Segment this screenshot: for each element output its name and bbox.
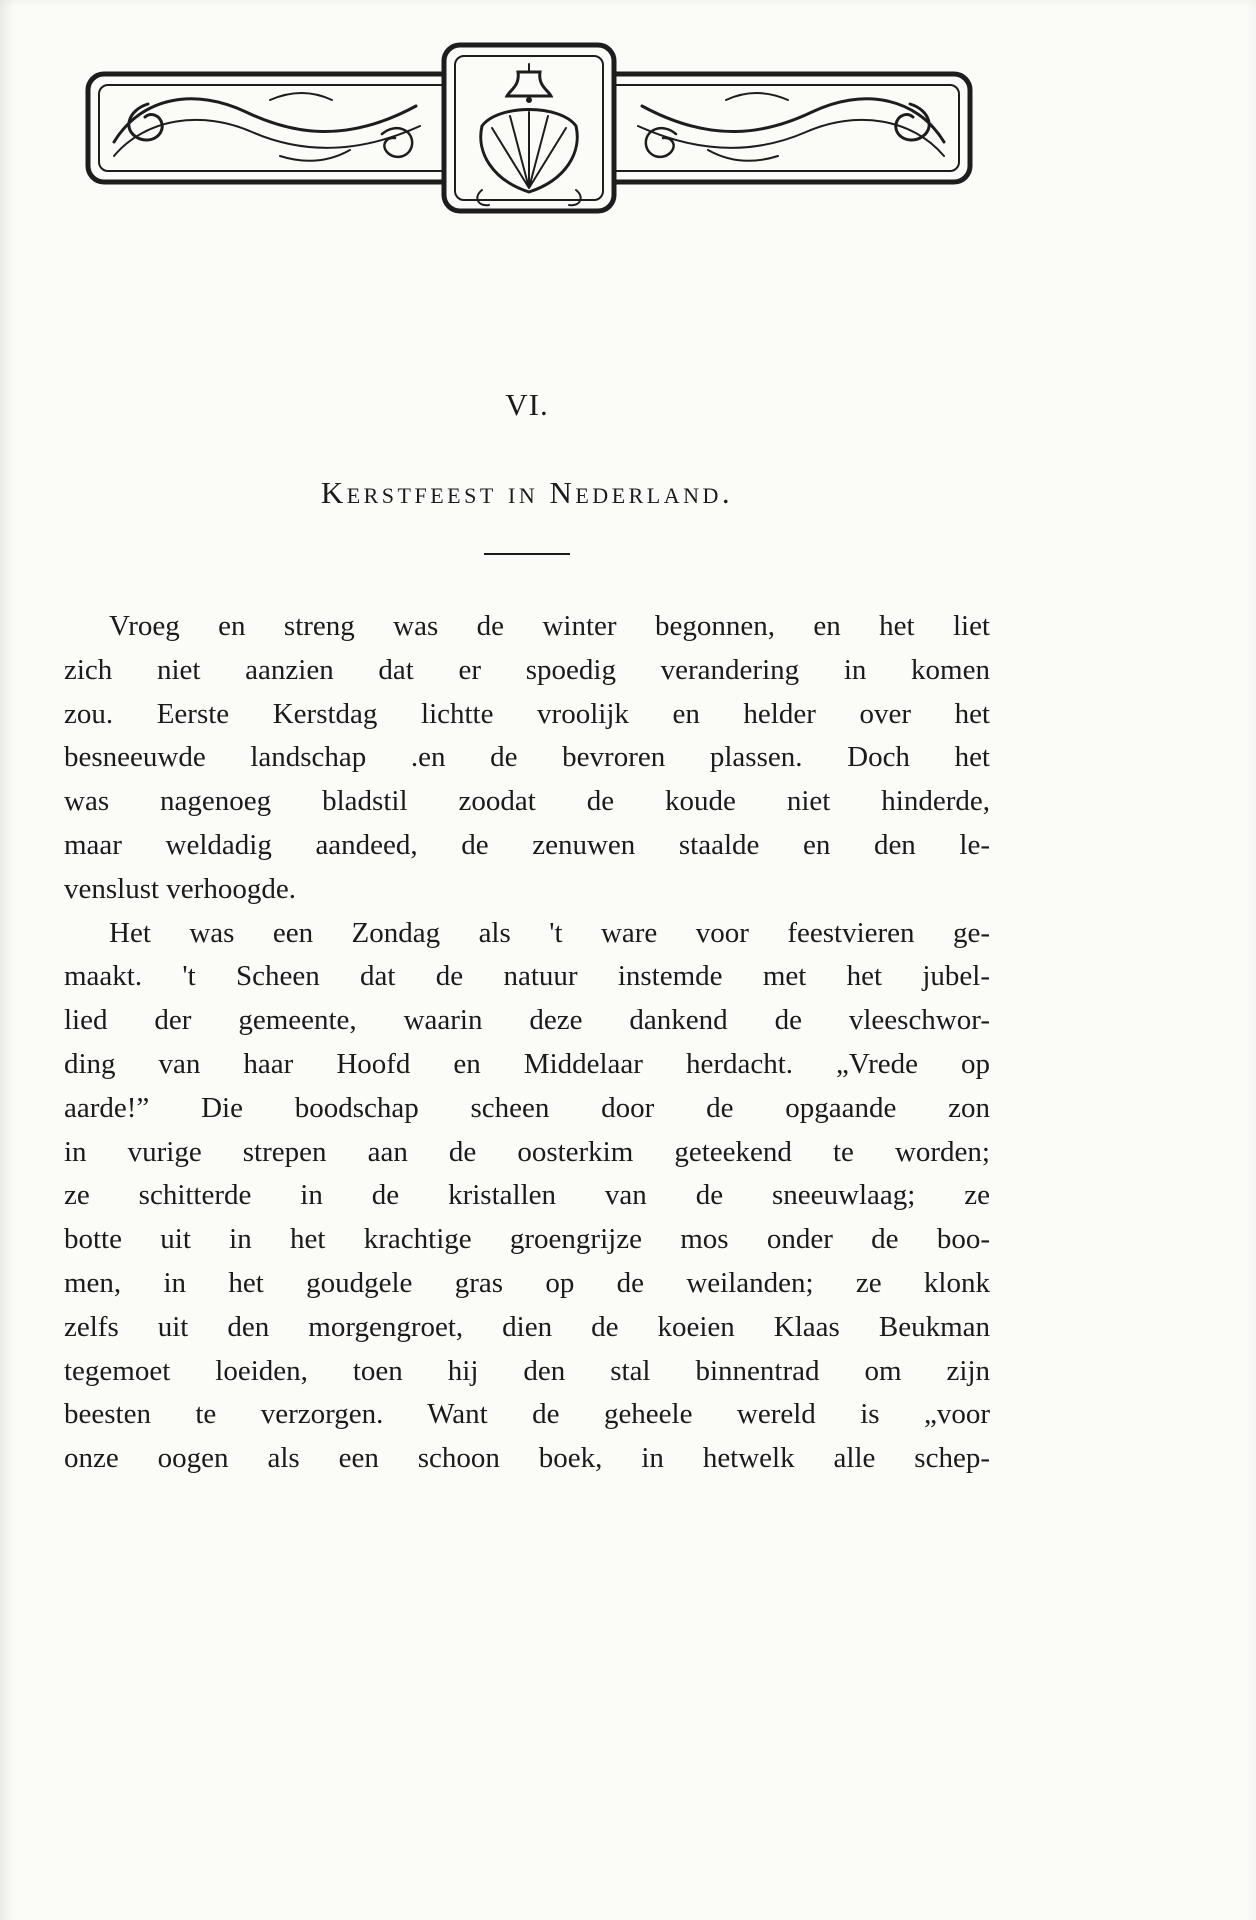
text-line: was nagenoeg bladstil zoodat de koude niet hinderde, (64, 785, 990, 818)
text-line: in vurige strepen aan de oosterkim geteekend te worden; (64, 1135, 990, 1168)
text-column (64, 387, 990, 1481)
text-line: zich niet aanzien dat er spoedig verandering in komen (64, 653, 990, 686)
text-line: Vroeg en streng was de winter begonnen, en het liet (109, 610, 990, 642)
text-line: beesten te verzorgen. Want de geheele wereld is „voor (64, 1398, 990, 1431)
paragraph (64, 605, 990, 912)
text-line: men, in het goudgele gras op de weilanden; ze klonk (64, 1266, 990, 1299)
header-ornament (84, 42, 974, 219)
title-divider (484, 553, 570, 555)
text-line: maakt. 't Scheen dat de natuur instemde met het jubel- (64, 960, 990, 993)
text-line: ding van haar Hoofd en Middelaar herdacht. „Vrede op (64, 1047, 990, 1080)
chapter-title: Kerstfeest in Nederland. (320, 475, 734, 510)
text-line: ze schitterde in de kristallen van de sneeuwlaag; ze (64, 1179, 990, 1212)
text-line: zelfs uit den morgengroet, dien de koeien Klaas Beukman (64, 1310, 990, 1343)
body-text (64, 605, 990, 1481)
text-line: zou. Eerste Kerstdag lichtte vroolijk en helder over het (64, 697, 990, 730)
art-nouveau-banner-icon (84, 42, 974, 214)
text-line: maar weldadig aandeed, de zenuwen staalde en den le- (64, 828, 990, 861)
text-line: besneeuwde landschap .en de bevroren plassen. Doch het (64, 741, 990, 774)
paragraph (64, 912, 990, 1481)
text-line: lied der gemeente, waarin deze dankend de vleeschwor- (64, 1004, 990, 1037)
text-line: venslust verhoogde. (64, 872, 296, 905)
text-line: Het was een Zondag als 't ware voor feestvieren ge- (109, 916, 990, 949)
text-line: onze oogen als een schoon boek, in hetwelk alle schep- (64, 1442, 990, 1475)
text-line: aarde!” Die boodschap scheen door de opgaande zon (64, 1091, 990, 1124)
text-line: botte uit in het krachtige groengrijze mos onder de boo- (64, 1223, 990, 1256)
chapter-number: VI. (505, 387, 549, 422)
text-line: tegemoet loeiden, toen hij den stal binnentrad om zijn (64, 1354, 990, 1387)
